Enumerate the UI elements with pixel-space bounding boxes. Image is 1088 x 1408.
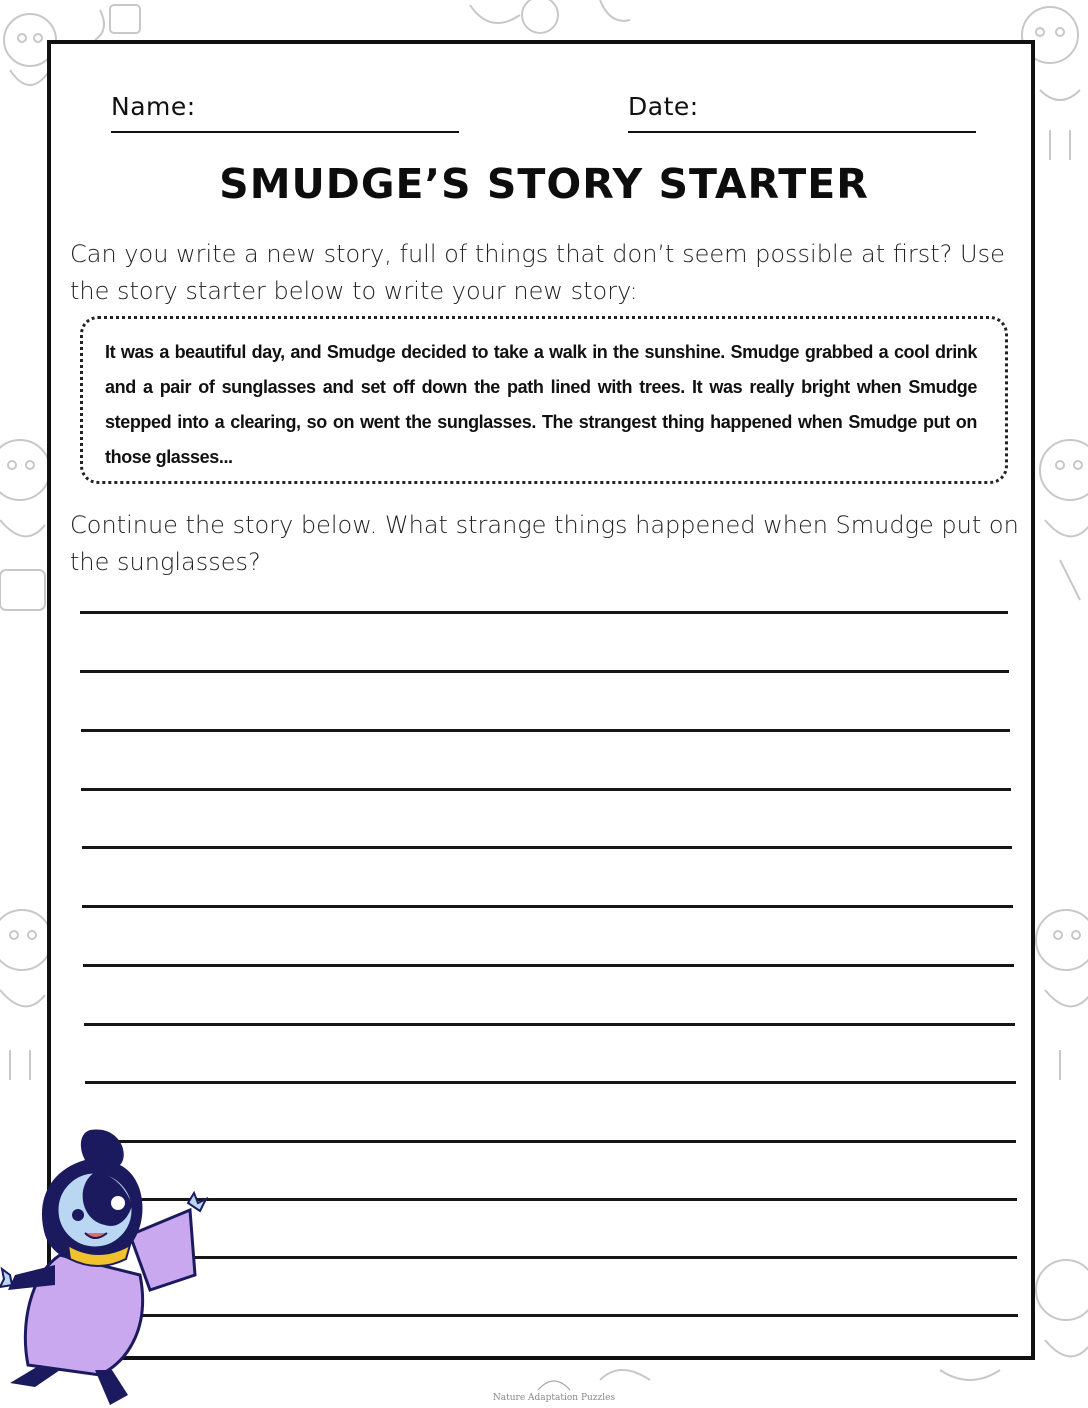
prompt-text: Continue the story below. What strange things happened when Smudge put on the sunglasses? [70, 511, 1019, 576]
writing-line[interactable] [83, 964, 1014, 967]
story-starter-text: It was a beautiful day, and Smudge decided to take a walk in the sunshine. Smudge grabbed a cool drink and a pair of sunglasses and set off down the path lined with trees. It was really bright when Smudge stepped into a clearing, so on went the sunglasses. The strangest thing happened when Smudge put on those glasses... [105, 342, 977, 467]
writing-line[interactable] [81, 788, 1011, 791]
writing-line[interactable] [81, 729, 1010, 732]
writing-line[interactable] [80, 670, 1009, 673]
name-label: Name: [111, 92, 196, 121]
writing-line[interactable] [85, 1081, 1016, 1084]
writing-line[interactable] [140, 1198, 1017, 1201]
smudge-character-illustration [0, 1125, 210, 1408]
publisher-logo [492, 1376, 616, 1404]
writing-line[interactable] [110, 1140, 1016, 1143]
story-starter-box [80, 316, 1008, 484]
date-field[interactable] [628, 131, 976, 133]
name-field[interactable] [111, 131, 459, 133]
writing-line[interactable] [140, 1256, 1017, 1259]
writing-line[interactable] [80, 611, 1008, 614]
worksheet-title: SMUDGE’S STORY STARTER [219, 160, 869, 208]
intro-text: Can you write a new story, full of things that don’t seem possible at first? Use the story starter below to write your new story: [70, 240, 1005, 305]
writing-line[interactable] [84, 1023, 1015, 1026]
writing-line[interactable] [82, 846, 1012, 849]
writing-line[interactable] [140, 1314, 1018, 1317]
date-label: Date: [628, 92, 699, 121]
writing-line[interactable] [82, 905, 1013, 908]
svg-text:Nature Adaptation Puzzles: Nature Adaptation Puzzles [492, 1393, 616, 1403]
